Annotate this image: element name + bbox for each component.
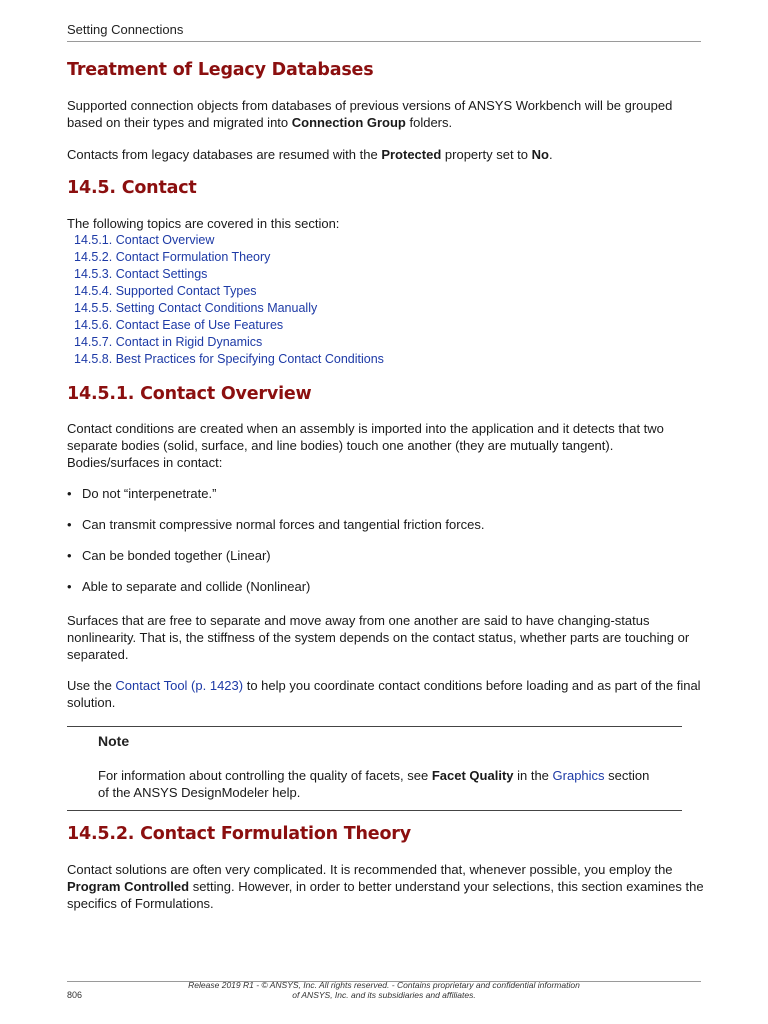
toc-item[interactable] bbox=[74, 351, 384, 368]
running-header: Setting Connections bbox=[67, 22, 184, 37]
toc-number: 14.5.5. bbox=[74, 301, 113, 315]
note-bottom-rule bbox=[67, 810, 682, 811]
toc-label: Contact in Rigid Dynamics bbox=[115, 335, 263, 349]
toc-number: 14.5.7. bbox=[74, 335, 113, 349]
graphics-link[interactable]: Graphics bbox=[552, 768, 605, 783]
toc-item[interactable] bbox=[74, 266, 384, 283]
toc-number: 14.5.8. bbox=[74, 352, 113, 366]
bullet-marker: • bbox=[67, 548, 72, 563]
bullet-marker: • bbox=[67, 579, 72, 594]
bullet-marker: • bbox=[67, 517, 72, 532]
bullet-item bbox=[67, 516, 484, 547]
toc-label: Supported Contact Types bbox=[115, 284, 257, 298]
contact-toc bbox=[74, 232, 384, 368]
toc-label: Contact Ease of Use Features bbox=[115, 318, 284, 332]
page-number: 806 bbox=[67, 990, 83, 1000]
bullet-item bbox=[67, 547, 484, 578]
section-title-legacy: Treatment of Legacy Databases bbox=[67, 60, 374, 80]
toc-number: 14.5.6. bbox=[74, 318, 113, 332]
note-text: For information about controlling the quality of facets, see Facet Quality in the Graphics section of the ANSYS DesignModeler help. bbox=[98, 768, 650, 800]
bullet-marker: • bbox=[67, 486, 72, 501]
toc-item[interactable] bbox=[74, 300, 384, 317]
bullet-text: Can be bonded together (Linear) bbox=[82, 548, 271, 563]
note-top-rule bbox=[67, 726, 682, 727]
header-divider bbox=[67, 41, 701, 42]
toc-link[interactable] bbox=[74, 301, 317, 315]
toc-link[interactable] bbox=[74, 335, 262, 349]
toc-link[interactable] bbox=[74, 352, 384, 366]
formulation-paragraph: Contact solutions are often very complicated. It is recommended that, whenever possible, you employ the Program Controlled setting. However, in order to better understand your selections, this section examines the specifics of Formulations. bbox=[67, 862, 704, 911]
bullet-item bbox=[67, 578, 484, 609]
bullet-item bbox=[67, 485, 484, 516]
toc-link[interactable] bbox=[74, 318, 283, 332]
toc-link[interactable] bbox=[74, 250, 270, 264]
toc-item[interactable] bbox=[74, 317, 384, 334]
section-title-overview: 14.5.1. Contact Overview bbox=[67, 384, 312, 404]
toc-label: Contact Overview bbox=[115, 233, 215, 247]
toc-number: 14.5.4. bbox=[74, 284, 113, 298]
toc-item[interactable] bbox=[74, 249, 384, 266]
toc-item[interactable] bbox=[74, 334, 384, 351]
bullet-text: Can transmit compressive normal forces and tangential friction forces. bbox=[82, 517, 485, 532]
toc-link[interactable] bbox=[74, 267, 207, 281]
contact-tool-link[interactable]: Contact Tool (p. 1423) bbox=[115, 678, 244, 693]
contact-intro: The following topics are covered in this section: bbox=[67, 216, 340, 231]
toc-link[interactable] bbox=[74, 284, 257, 298]
section-title-contact: 14.5. Contact bbox=[67, 178, 197, 198]
overview-paragraph-3: Use the Contact Tool (p. 1423) to help you coordinate contact conditions before loading and as part of the final solution. bbox=[67, 678, 701, 710]
toc-item[interactable] bbox=[74, 283, 384, 300]
toc-link[interactable] bbox=[74, 233, 214, 247]
legacy-paragraph-1: Supported connection objects from databases of previous versions of ANSYS Workbench will be grouped based on their types and migrated into Connection Group folders. bbox=[67, 98, 673, 130]
section-title-formulation: 14.5.2. Contact Formulation Theory bbox=[67, 824, 411, 844]
bullet-text: Able to separate and collide (Nonlinear) bbox=[82, 579, 311, 594]
overview-paragraph-1: Contact conditions are created when an assembly is imported into the application and it detects that two separate bodies (solid, surface, and line bodies) touch one another (they are mutually tangent). Bodies/surfaces in contact: bbox=[67, 421, 664, 470]
overview-bullet-list bbox=[67, 485, 484, 609]
overview-paragraph-2: Surfaces that are free to separate and move away from one another are said to have changing-status nonlinearity. That is, the stiffness of the system depends on the contact status, whether parts are touching or separated. bbox=[67, 613, 690, 662]
toc-label: Setting Contact Conditions Manually bbox=[115, 301, 318, 315]
toc-number: 14.5.2. bbox=[74, 250, 113, 264]
toc-label: Best Practices for Specifying Contact Conditions bbox=[115, 352, 384, 366]
toc-number: 14.5.3. bbox=[74, 267, 113, 281]
footer-copyright: Release 2019 R1 - © ANSYS, Inc. All rights reserved. - Contains proprietary and confidential information of ANSYS, Inc. and its subsidiaries and affiliates. bbox=[188, 980, 580, 1000]
toc-label: Contact Formulation Theory bbox=[115, 250, 271, 264]
toc-item[interactable] bbox=[74, 232, 384, 249]
bullet-text: Do not “interpenetrate.” bbox=[82, 486, 217, 501]
toc-label: Contact Settings bbox=[115, 267, 208, 281]
legacy-paragraph-2: Contacts from legacy databases are resumed with the Protected property set to No. bbox=[67, 147, 553, 162]
toc-number: 14.5.1. bbox=[74, 233, 113, 247]
note-title: Note bbox=[98, 733, 130, 749]
